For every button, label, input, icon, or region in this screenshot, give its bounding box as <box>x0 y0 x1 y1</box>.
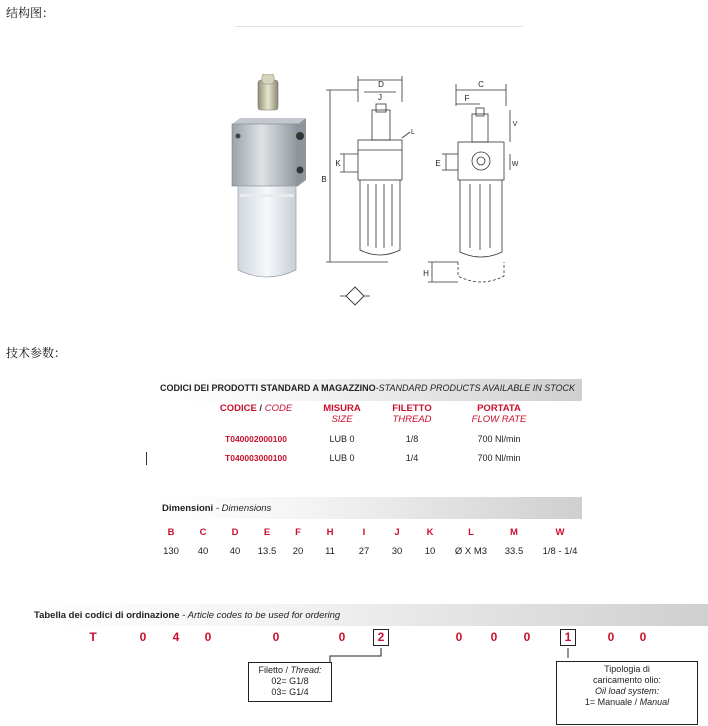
ordering-title <box>34 610 340 621</box>
dimension-key: C <box>199 527 207 538</box>
code-char: 0 <box>204 630 212 644</box>
oil-note-sep: / <box>632 697 640 707</box>
top-divider <box>235 26 523 27</box>
product-code: T040003000100 <box>225 453 287 463</box>
header-size-it: MISURA <box>323 403 361 414</box>
dimension-key: W <box>555 527 565 538</box>
code-char: 0 <box>139 630 147 644</box>
header-code-sep: / <box>256 403 265 414</box>
dim-label-D: D <box>378 80 384 89</box>
dimension-value: 11 <box>325 546 335 557</box>
dim-label-C: C <box>478 80 484 89</box>
dimension-value: 30 <box>391 546 403 557</box>
dimension-values-row <box>151 546 601 560</box>
thread-note-line: 03= G1/4 <box>271 687 309 697</box>
header-size <box>312 403 372 425</box>
side-view-drawing <box>418 76 518 286</box>
products-title-italic: -STANDARD PRODUCTS AVAILABLE IN STOCK <box>375 383 576 393</box>
product-flow: 700 Nl/min <box>477 434 521 444</box>
thread-note-title-en: Thread: <box>290 665 322 675</box>
dimension-keys-row <box>151 527 591 541</box>
dim-label-H: H <box>423 269 429 278</box>
dim-label-V: V <box>512 121 518 128</box>
code-char-oil-boxed: 1 <box>560 629 576 646</box>
header-thread-en: THREAD <box>392 414 432 425</box>
dim-label-B: B <box>321 175 327 184</box>
thread-note-title-it: Filetto <box>258 665 283 675</box>
code-char: 0 <box>455 630 463 644</box>
code-char: T <box>89 630 97 644</box>
dim-label-F: F <box>464 94 470 103</box>
code-char: 0 <box>272 630 280 644</box>
text-cursor-mark <box>146 452 149 465</box>
oil-note-opt-it: 1= Manuale <box>584 697 633 707</box>
product-thread: 1/4 <box>405 453 419 463</box>
dimension-key: E <box>263 527 271 538</box>
dimension-key: L <box>468 527 474 538</box>
dimensions-title-italic: - Dimensions <box>213 503 272 514</box>
header-code <box>210 403 302 414</box>
dimensions-title-bold: Dimensioni <box>162 503 214 514</box>
header-flow-en: FLOW RATE <box>471 414 527 425</box>
dimension-value: 40 <box>197 546 209 557</box>
lubricator-photo <box>226 74 318 284</box>
header-code-en: CODE <box>264 403 293 414</box>
tech-section-label: 技术参数： <box>6 346 67 360</box>
dimension-key: H <box>326 527 334 538</box>
dimension-value: 27 <box>358 546 370 557</box>
header-code-it: CODICE <box>219 403 257 414</box>
product-flow: 700 Nl/min <box>477 453 521 463</box>
oil-load-note-box <box>556 661 698 725</box>
dimension-key: M <box>510 527 518 538</box>
dimension-key: K <box>426 527 434 538</box>
product-size: LUB 0 <box>329 434 355 444</box>
dimension-key: B <box>167 527 175 538</box>
products-title <box>160 383 575 393</box>
structure-section-label: 结构图： <box>6 6 55 20</box>
thread-note-sep: / <box>282 665 291 675</box>
products-title-bold: CODICI DEI PRODOTTI STANDARD A MAGAZZINO <box>160 383 376 393</box>
ordering-title-bold: Tabella dei codici di ordinazione <box>34 610 180 621</box>
oil-note-line3: Oil load system: <box>594 686 660 696</box>
header-flow <box>462 403 536 425</box>
dimension-key: J <box>394 527 400 538</box>
dim-label-L: L <box>411 129 415 136</box>
dim-label-K: K <box>335 159 341 168</box>
code-char: 0 <box>639 630 647 644</box>
code-char-thread-boxed: 2 <box>373 629 389 646</box>
dimensions-title <box>162 503 271 514</box>
code-char: 0 <box>523 630 531 644</box>
dimension-key: F <box>295 527 301 538</box>
header-size-en: SIZE <box>331 414 353 425</box>
dim-label-W: W <box>511 161 518 168</box>
product-thread: 1/8 <box>405 434 419 444</box>
product-size: LUB 0 <box>329 453 355 463</box>
dim-label-J: J <box>378 93 382 102</box>
dimension-value: 10 <box>424 546 436 557</box>
product-code: T040002000100 <box>225 434 287 444</box>
code-char: 4 <box>172 630 180 644</box>
dimension-value: Ø X M3 <box>454 546 488 557</box>
code-char: 0 <box>607 630 615 644</box>
dimension-key: D <box>231 527 239 538</box>
front-view-drawing <box>318 76 418 282</box>
dimension-key: I <box>362 527 366 538</box>
code-char: 0 <box>490 630 498 644</box>
lubricator-symbol-icon <box>340 286 370 306</box>
dimension-value: 130 <box>163 546 179 557</box>
dimension-value: 40 <box>229 546 241 557</box>
thread-note-box <box>248 662 332 702</box>
oil-note-line2: caricamento olio: <box>592 675 662 685</box>
header-flow-it: PORTATA <box>477 403 521 414</box>
oil-note-opt-en: Manual <box>639 697 670 707</box>
code-char: 0 <box>338 630 346 644</box>
dimension-value: 33.5 <box>504 546 524 557</box>
dimension-value: 20 <box>292 546 304 557</box>
dimension-value: 1/8 - 1/4 <box>542 546 578 557</box>
oil-note-line1: Tipologia di <box>604 664 650 674</box>
ordering-title-italic: - Article codes to be used for ordering <box>179 610 341 621</box>
dim-label-E: E <box>435 159 441 168</box>
thread-note-line: 02= G1/8 <box>271 676 309 686</box>
dimension-value: 13.5 <box>257 546 277 557</box>
header-thread-it: FILETTO <box>392 403 432 414</box>
header-thread <box>382 403 442 425</box>
